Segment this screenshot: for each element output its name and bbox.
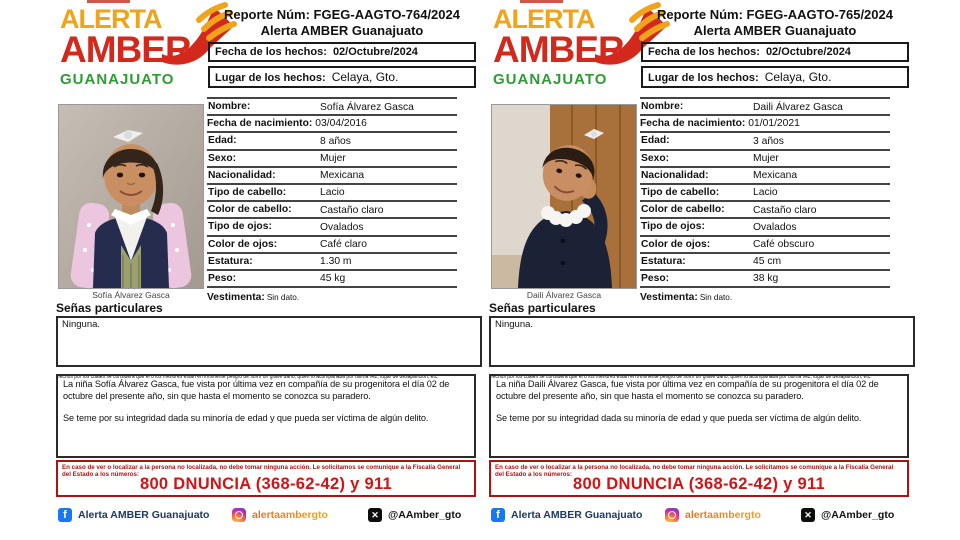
table-row — [640, 185, 890, 202]
table-row — [207, 219, 457, 236]
table-row — [207, 271, 457, 288]
field-label: Fecha de nacimiento: — [207, 118, 313, 130]
field-label: Color de ojos: — [208, 238, 278, 250]
lugar-hechos-value: Celaya, Gto. — [331, 70, 399, 85]
vestimenta-row — [207, 288, 457, 303]
table-row — [640, 99, 890, 116]
field-label: Vestimenta: — [207, 292, 265, 304]
field-value: 01/01/2021 — [748, 118, 800, 130]
field-label: Sexo: — [641, 152, 670, 164]
field-label: Peso: — [641, 272, 670, 284]
field-value: Lacio — [320, 187, 345, 199]
facebook-link[interactable] — [58, 508, 209, 522]
facebook-handle: Alerta AMBER Guanajuato — [78, 509, 210, 521]
table-row — [640, 151, 890, 168]
field-label: Estatura: — [641, 255, 686, 267]
instagram-handle: alertaambergto — [685, 509, 761, 521]
table-row — [640, 202, 890, 219]
contact-alert-box — [489, 460, 909, 497]
field-label: Edad: — [641, 135, 670, 147]
logo-text-alerta: ALERTA — [60, 4, 162, 34]
field-label: Peso: — [208, 272, 237, 284]
fecha-hechos-box — [641, 42, 909, 62]
report-subtitle: Alerta AMBER Guanajuato — [260, 22, 424, 38]
lugar-hechos-label: Lugar de los hechos: — [648, 72, 759, 85]
missing-child-photo — [58, 104, 204, 289]
senas-footnote — [489, 365, 907, 380]
field-label: Nacionalidad: — [641, 169, 709, 181]
details-table — [207, 97, 457, 303]
table-row — [640, 254, 890, 271]
senas-box — [489, 316, 915, 367]
senas-box — [56, 316, 482, 367]
lugar-hechos-label: Lugar de los hechos: — [215, 72, 326, 85]
report-header — [641, 7, 909, 88]
x-handle: @AAmber_gto — [821, 509, 895, 521]
logo-text-amber: AMBER — [493, 29, 624, 70]
field-value: 1.30 m — [320, 256, 352, 268]
lugar-hechos-value: Celaya, Gto. — [764, 70, 832, 85]
table-row — [640, 237, 890, 254]
facebook-handle: Alerta AMBER Guanajuato — [511, 509, 643, 521]
phone-numbers: 800 DNUNCIA (368-62-42) y 911 — [572, 475, 826, 494]
alert-notice: En caso de ver o localizar a la persona no localizada, no debe tomar ninguna acción. Le solicitamos se comunique a la Fiscalía General del Estado a los números: — [495, 464, 894, 479]
field-value: Mujer — [753, 153, 779, 165]
instagram-link[interactable] — [665, 508, 761, 522]
table-row — [640, 219, 890, 236]
table-row — [640, 271, 890, 288]
cropped-red-banner — [87, 0, 130, 3]
instagram-link[interactable] — [232, 508, 328, 522]
field-value: Mujer — [320, 153, 346, 165]
field-value: Mexicana — [320, 170, 365, 182]
field-label: Tipo de cabello: — [641, 186, 720, 198]
contact-alert-box — [56, 460, 476, 497]
lugar-hechos-box — [641, 66, 909, 88]
x-link[interactable] — [801, 508, 894, 522]
field-value: 38 kg — [753, 273, 779, 285]
senas-footnote-text: Hechos por los cuales se considera que el o los menores están en inminente peligro de sufrir un grave daño; quién lo acompañaba por última vez, lugar de desaparición, etc. — [56, 374, 439, 380]
field-label: Color de ojos: — [641, 238, 711, 250]
field-label: Nombre: — [641, 101, 684, 112]
instagram-handle: alertaambergto — [252, 509, 328, 521]
table-row — [207, 116, 457, 133]
field-value: 3 años — [753, 135, 784, 147]
cropped-red-banner — [520, 0, 563, 3]
field-label: Edad: — [208, 135, 237, 147]
field-label: Color de cabello: — [641, 204, 725, 216]
missing-child-photo — [491, 104, 637, 289]
field-value: Castaño claro — [320, 204, 384, 216]
senas-title: Señas particulares — [56, 301, 163, 315]
fecha-hechos-value: 02/Octubre/2024 — [332, 46, 418, 59]
senas-value: Ninguna. — [62, 319, 101, 330]
report-number: Reporte Núm: FGEG-AAGTO-764/2024 — [224, 7, 460, 22]
table-row — [640, 133, 890, 150]
senas-footnote — [56, 365, 474, 380]
alert-card-daili — [457, 0, 909, 540]
field-value: Sin dato. — [699, 293, 733, 303]
fecha-hechos-box — [208, 42, 476, 62]
field-label: Sexo: — [208, 152, 237, 164]
vestimenta-row — [640, 288, 890, 303]
x-icon — [368, 508, 382, 522]
logo-text-guanajuato: GUANAJUATO — [60, 71, 175, 88]
photo-caption: Daili Álvarez Gasca — [526, 290, 602, 300]
field-label: Tipo de ojos: — [641, 221, 705, 233]
table-row — [640, 116, 890, 133]
logo-text-guanajuato: GUANAJUATO — [493, 71, 608, 88]
narrative-paragraph: La niña Daili Álvarez Gasca, fue vista por última vez en compañía de su progenitora el día 02 de octubre del presente año, sin que hasta el momento se conozca su paradero. — [496, 379, 879, 401]
narrative-box — [56, 374, 476, 458]
field-value: Café claro — [320, 239, 367, 250]
alert-card-sofia — [24, 0, 476, 540]
x-handle: @AAmber_gto — [388, 509, 462, 521]
field-value: Café obscuro — [753, 239, 815, 250]
instagram-icon — [665, 508, 679, 522]
facebook-icon — [491, 508, 505, 522]
field-label: Tipo de ojos: — [208, 221, 272, 233]
field-value: 8 años — [320, 135, 351, 147]
phone-numbers: 800 DNUNCIA (368-62-42) y 911 — [139, 475, 393, 494]
field-label: Estatura: — [208, 255, 253, 267]
table-row — [207, 99, 457, 116]
field-value: Daili Álvarez Gasca — [753, 101, 843, 113]
fecha-hechos-label: Fecha de los hechos: — [648, 46, 760, 59]
field-value: 45 cm — [753, 256, 782, 268]
senas-value: Ninguna. — [495, 319, 534, 330]
field-label: Vestimenta: — [640, 292, 698, 304]
table-row — [207, 133, 457, 150]
field-label: Nombre: — [208, 101, 251, 112]
field-value: Sofía Álvarez Gasca — [320, 101, 414, 113]
x-link[interactable] — [368, 508, 461, 522]
table-row — [207, 185, 457, 202]
report-subtitle: Alerta AMBER Guanajuato — [693, 22, 857, 38]
social-footer — [489, 508, 909, 528]
field-label: Tipo de cabello: — [208, 186, 287, 198]
report-number: Reporte Núm: FGEG-AAGTO-765/2024 — [657, 7, 893, 22]
senas-footnote-text: Hechos por los cuales se considera que el o los menores están en inminente peligro de sufrir un grave daño; quién lo acompañaba por última vez, lugar de desaparición, etc. — [489, 374, 872, 380]
table-row — [207, 168, 457, 185]
fecha-hechos-label: Fecha de los hechos: — [215, 46, 327, 59]
logo-text-alerta: ALERTA — [493, 4, 595, 34]
narrative-paragraph: Se teme por su integridad dada su minoría de edad y que pueda ser víctima de algún delito. — [63, 412, 429, 423]
field-value: Castaño claro — [753, 204, 817, 216]
field-label: Color de cabello: — [208, 204, 292, 216]
field-value: Sin dato. — [266, 293, 300, 303]
field-label: Nacionalidad: — [208, 169, 276, 181]
narrative-paragraph: Se teme por su integridad dada su minoría de edad y que pueda ser víctima de algún delito. — [496, 412, 862, 423]
details-table — [640, 97, 890, 303]
logo-text-amber: AMBER — [60, 29, 191, 70]
table-row — [640, 168, 890, 185]
facebook-link[interactable] — [491, 508, 642, 522]
social-footer — [56, 508, 476, 528]
field-value: 03/04/2016 — [315, 118, 367, 130]
field-label: Fecha de nacimiento: — [640, 118, 746, 130]
instagram-icon — [232, 508, 246, 522]
fecha-hechos-value: 02/Octubre/2024 — [765, 46, 851, 59]
narrative-box — [489, 374, 909, 458]
field-value: Mexicana — [753, 170, 798, 182]
x-icon — [801, 508, 815, 522]
narrative-paragraph: La niña Sofía Álvarez Gasca, fue vista por última vez en compañía de su progenitora el día 02 de octubre del presente año, sin que hasta el momento se conozca su paradero. — [63, 379, 450, 401]
field-value: Lacio — [753, 187, 778, 199]
table-row — [207, 254, 457, 271]
facebook-icon — [58, 508, 72, 522]
field-value: 45 kg — [320, 273, 346, 285]
field-value: Ovalados — [753, 221, 797, 233]
report-header — [208, 7, 476, 88]
alert-notice: En caso de ver o localizar a la persona no localizada, no debe tomar ninguna acción. Le solicitamos se comunique a la Fiscalía General del Estado a los números: — [62, 464, 461, 479]
field-value: Ovalados — [320, 221, 364, 233]
lugar-hechos-box — [208, 66, 476, 88]
photo-caption: Sofía Álvarez Gasca — [92, 290, 170, 300]
senas-title: Señas particulares — [489, 301, 596, 315]
table-row — [207, 237, 457, 254]
table-row — [207, 151, 457, 168]
table-row — [207, 202, 457, 219]
